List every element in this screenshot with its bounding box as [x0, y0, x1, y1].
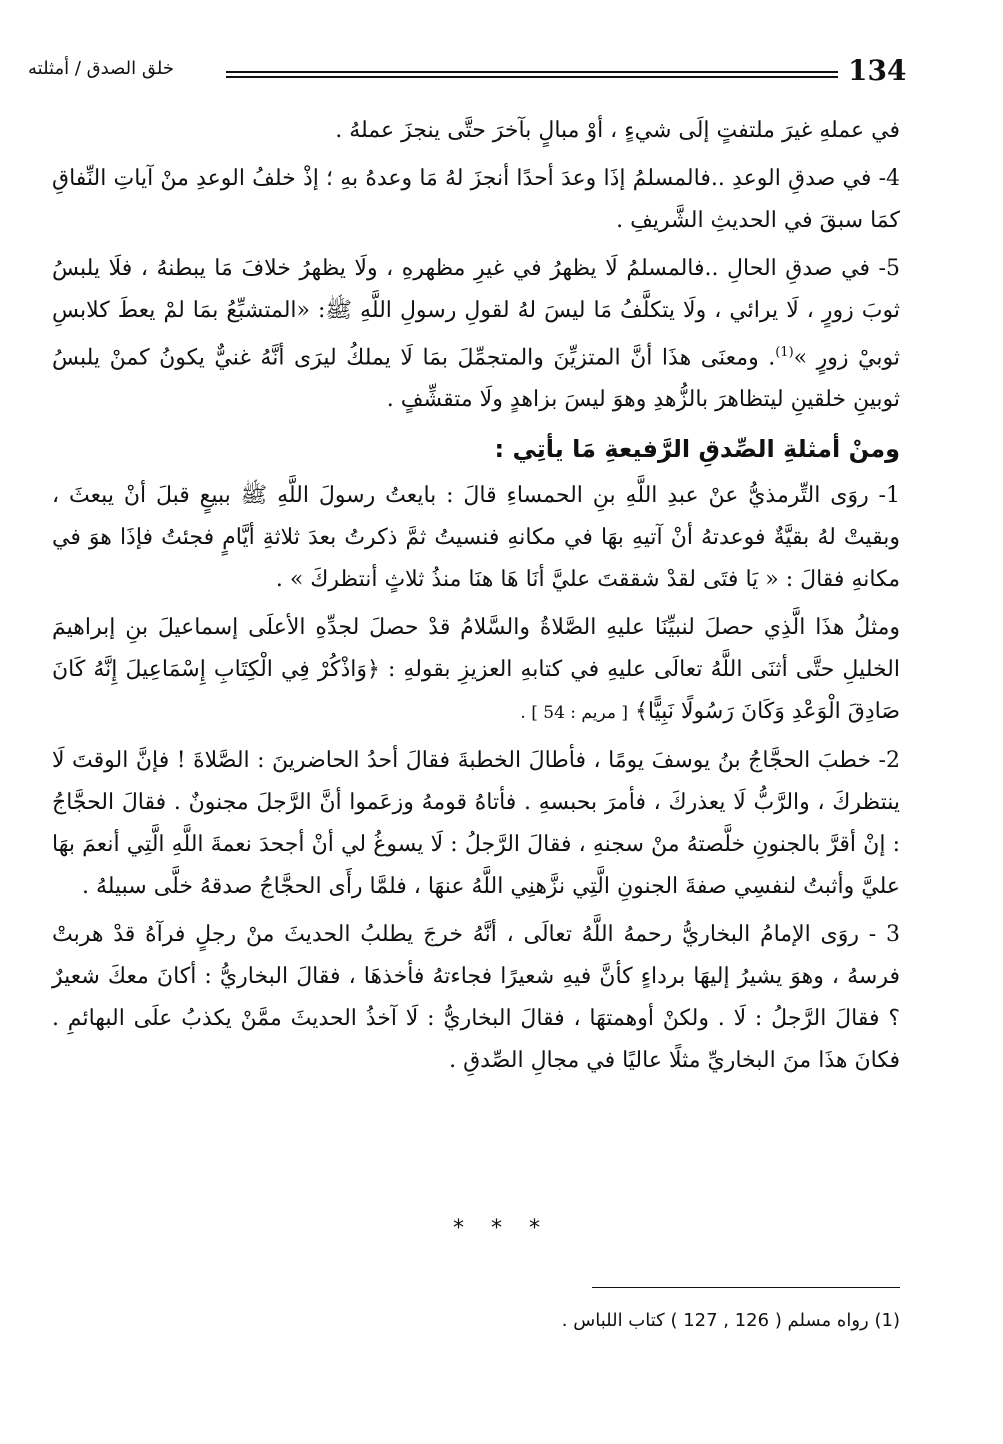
page-number: 134 — [848, 54, 907, 87]
paragraph-item-4: 4- في صدقِ الوعدِ ..فالمسلمُ إذَا وعدَ أحدًا أنجزَ لهُ مَا وعدهُ بهِ ؛ إذْ خلفُ الوعدِ منْ آياتِ النِّفاقِ كمَا سبقَ في الحديثِ الشَّريفِ . — [52, 166, 900, 233]
verse-reference: [ مريم : 54 ] . — [520, 703, 628, 724]
page-body — [52, 110, 900, 1088]
section-heading: ومنْ أمثلةِ الصِّدقِ الرَّفيعةِ مَا يأتِي : — [494, 435, 900, 464]
footnote — [400, 1310, 900, 1331]
paragraph-item-5-text-a: 5- في صدقِ الحالِ ..فالمسلمُ لَا يظهرُ في غيرِ مظهرهِ ، ولَا يظهرُ خلافَ مَا يبطنهُ ، فلَا يلبسُ ثوبَ زورٍ ، لَا يرائي ، ولَا يتكلَّفُ مَا ليسَ لهُ لقولِ رسولِ اللَّهِ ﷺ: «المتشبِّعُ بمَا لمْ يعطَ كلابسِ ثوبيْ زورٍ » — [52, 256, 900, 371]
example-2: 2- خطبَ الحجَّاجُ بنُ يوسفَ يومًا ، فأطالَ الخطبةَ فقالَ أحدُ الحاضرينَ : الصَّلاةَ ! فإنَّ الوقتَ لَا ينتظركَ ، والرَّبُّ لَا يعذركَ ، فأمرَ بحبسهِ . فأتاهُ قومهُ وزعَموا أنَّ الرَّجلَ مجنونٌ . فقالَ الحجَّاجُ : إنْ أقرَّ بالجنونِ خلَّصتهُ منْ سجنهِ ، فقالَ الرَّجلُ : لَا يسوغُ لي أنْ أجحدَ نعمةَ اللَّهِ الَّتِي أنعمَ بهَا عليَّ وأثبتُ لنفسِي صفةَ الجنونِ الَّتِي نزَّهنِي اللَّهُ عنهَا ، فلمَّا رأَى الحجَّاجُ صدقهُ خلَّى سبيلهُ . — [52, 748, 900, 900]
paragraph-item-5 — [52, 248, 900, 421]
paragraph-continuation: في عملهِ غيرَ ملتفتٍ إلَى شيءٍ ، أوْ مبالٍ بآخرَ حتَّى ينجزَ عملهُ . — [335, 118, 900, 143]
example-1-commentary — [52, 607, 900, 734]
page-header — [28, 54, 907, 94]
example-3: 3 - روَى الإمامُ البخاريُّ رحمهُ اللَّهُ تعالَى ، أنَّهُ خرجَ يطلبُ الحديثَ منْ رجلٍ فرآهُ قدْ هربتْ فرسهُ ، وهوَ يشيرُ إليهَا برداءٍ كأنَّ فيهِ شعيرًا فجاءتهُ فأخذهَا ، فقالَ البخاريُّ : أكانَ معكَ شعيرٌ ؟ فقالَ الرَّجلُ : لَا . ولكنْ أوهمتهَا ، فقالَ البخاريُّ : لَا آخذُ الحديثَ ممَّنْ يكذبُ علَى البهائمِ . فكانَ هذَا منَ البخاريِّ مثلًا عاليًا في مجالِ الصِّدقِ . — [52, 922, 900, 1074]
example-1: 1- روَى التِّرمذيُّ عنْ عبدِ اللَّهِ بنِ الحمساءِ قالَ : بايعتُ رسولَ اللَّهِ ﷺ ببيعٍ قبلَ أنْ يبعثَ ، وبقيتْ لهُ بقيَّةٌ فوعدتهُ أنْ آتيهِ بهَا في مكانهِ فنسيتُ ثمَّ ذكرتُ بعدَ ثلاثةِ أيَّامٍ فجئتُ فإذَا هوَ في مكانهِ فقالَ : « يَا فتَى لقدْ شققتَ عليَّ أنَا هَا هنَا منذُ ثلاثٍ أنتظركَ » . — [52, 483, 900, 593]
footnote-text: رواه مسلم ( 126 , 127 ) كتاب اللباس . — [561, 1310, 869, 1331]
example-1-commentary-text: ومثلُ هذَا الَّذِي حصلَ لنبيِّنَا عليهِ الصَّلاةُ والسَّلامُ قدْ حصلَ لجدِّهِ الأعلَى إسماعيلَ بنِ إبراهيمَ الخليلِ حتَّى أثنَى اللَّهُ تعالَى عليهِ في كتابهِ العزيزِ بقولهِ : — [52, 615, 900, 683]
footnote-marker: (1) — [874, 1310, 900, 1331]
footnote-reference: (1) — [775, 345, 794, 360]
footnote-rule — [592, 1287, 900, 1288]
running-title: خلق الصدق / أمثلته — [28, 58, 174, 79]
section-separator: * * * — [453, 1216, 550, 1241]
quran-verse: ﴿وَاذْكُرْ فِي الْكِتَابِ إِسْمَاعِيلَ إِنَّهُ كَانَ صَادِقَ الْوَعْدِ وَكَانَ رَسُولًا نَبِيًّا﴾ — [52, 657, 900, 725]
paragraph-item-5-text-b: . ومعنَى هذَا أنَّ المتزيِّنَ والمتجمِّلَ بمَا لَا يملكُ ليرَى أنَّهُ غنيٌّ يكونُ كمنْ يلبسُ ثوبينِ خلقينِ ليتظاهرَ بالزُّهدِ وهوَ ليسَ بزاهدٍ ولَا متقشِّفٍ . — [52, 345, 900, 413]
header-double-rule — [226, 71, 838, 78]
